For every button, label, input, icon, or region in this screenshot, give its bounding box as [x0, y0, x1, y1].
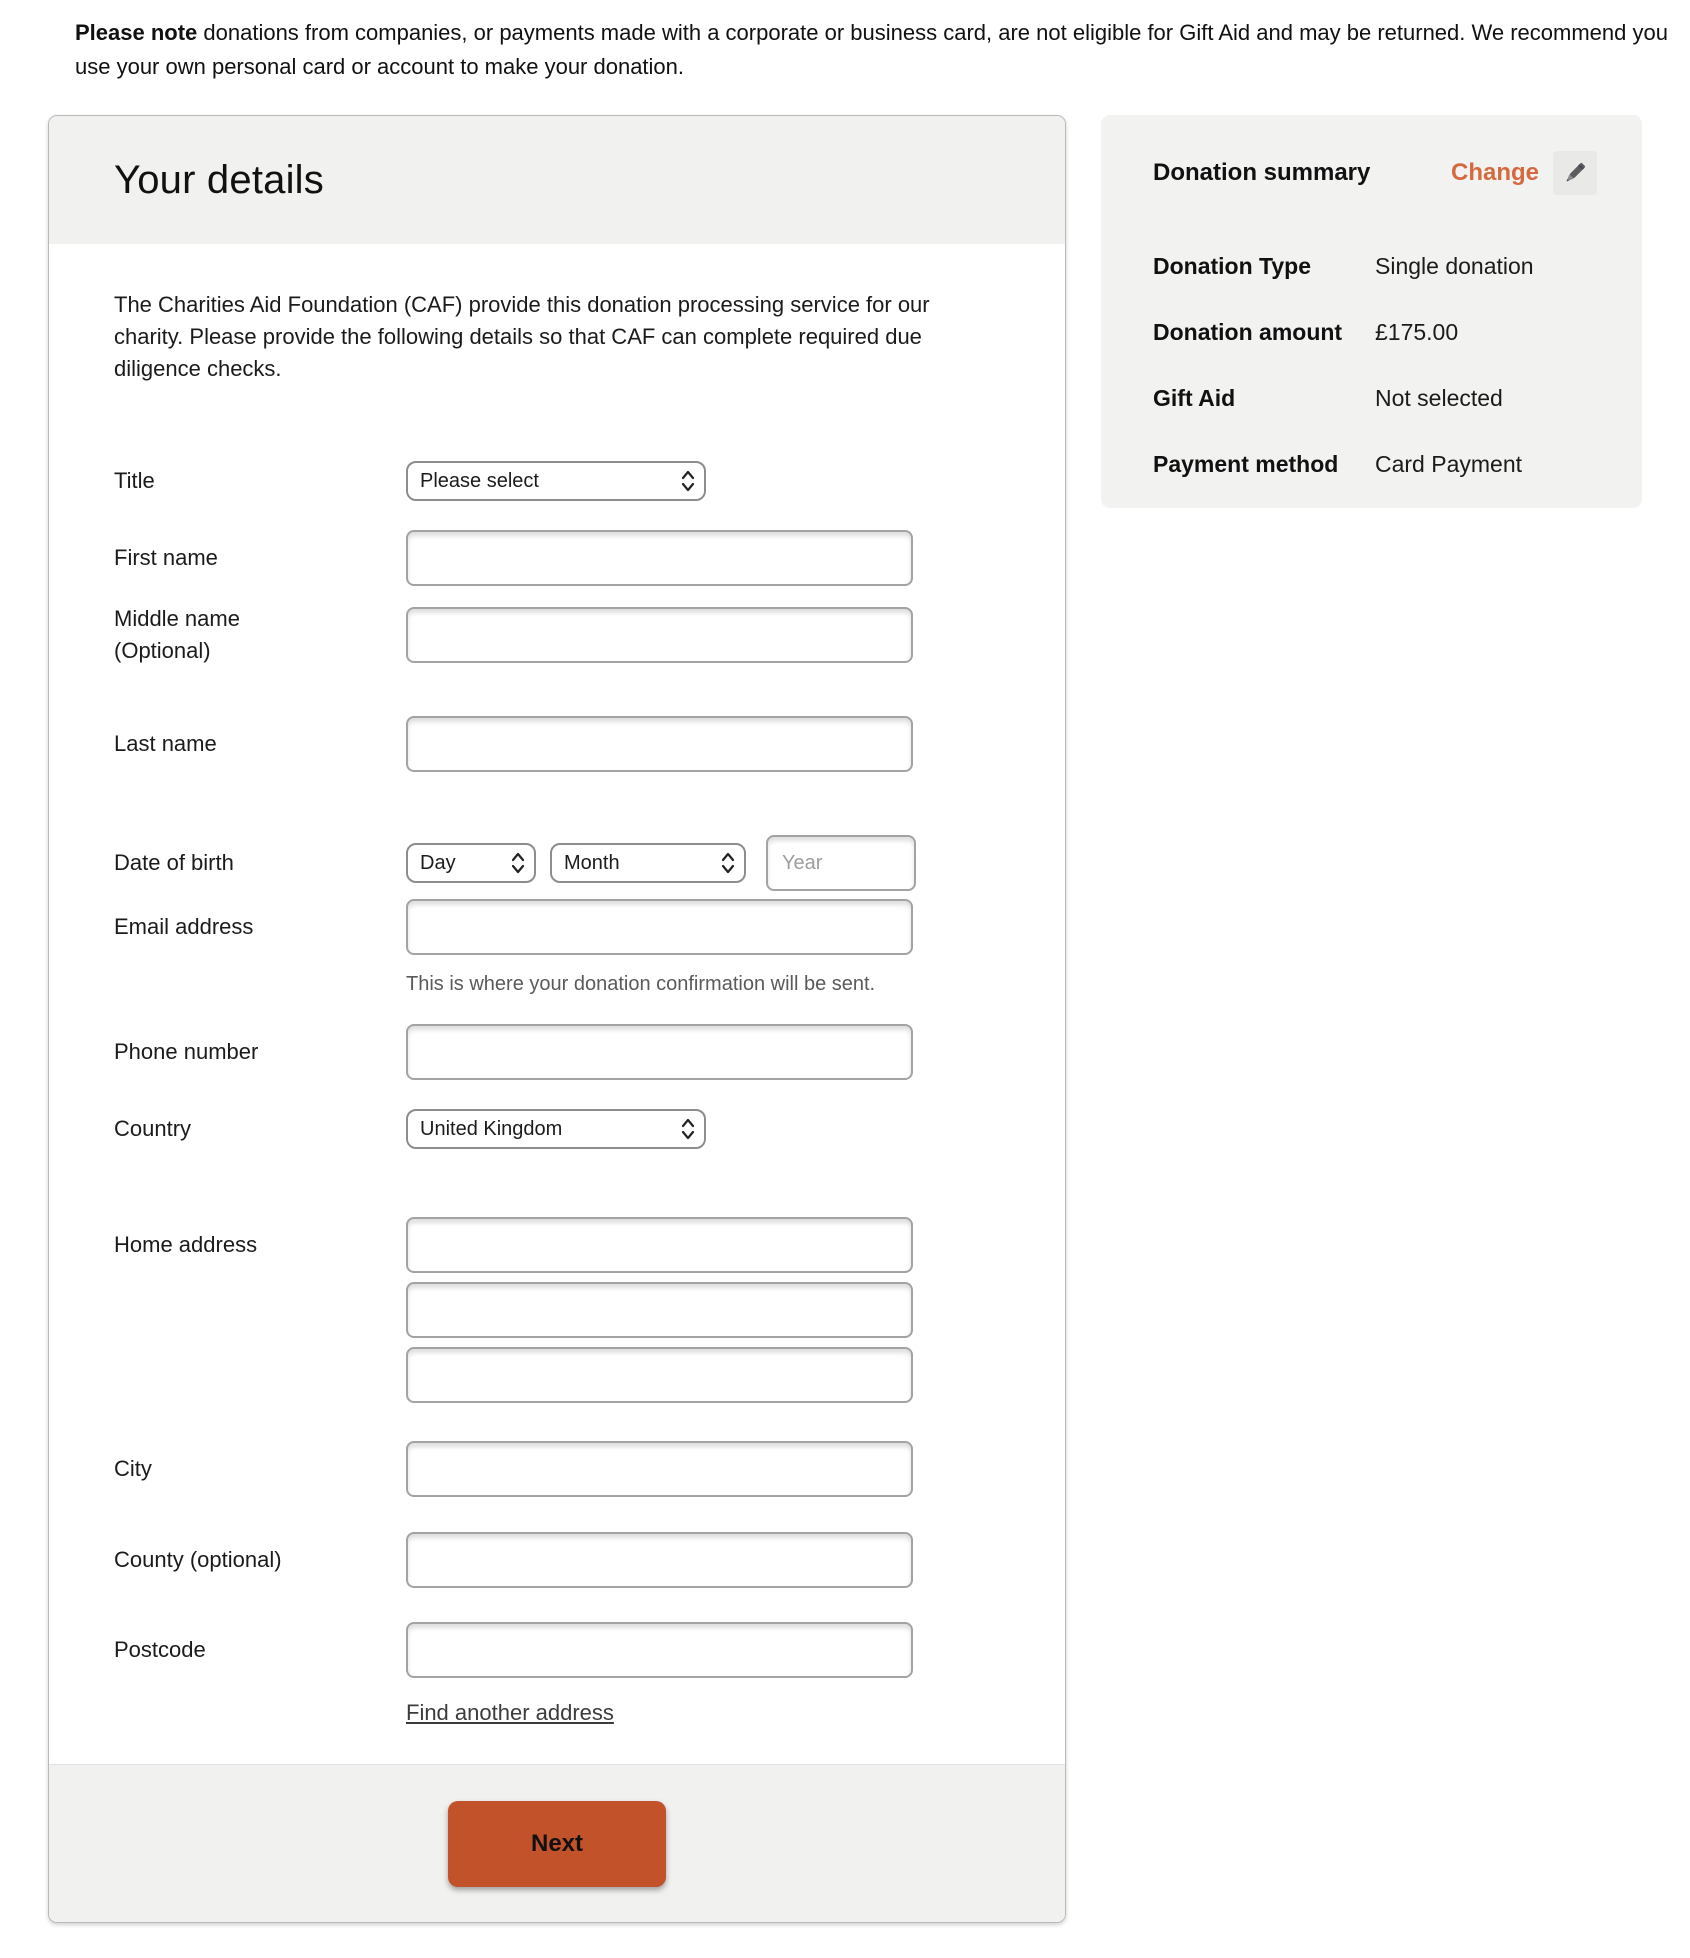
last-name-input[interactable]: [406, 716, 913, 772]
country-row: [114, 1109, 1017, 1149]
dob-year-input[interactable]: [766, 835, 916, 891]
city-row: [114, 1441, 1017, 1497]
title-row: [114, 461, 1017, 501]
email-row: [114, 899, 1017, 955]
title-label: Title: [114, 468, 155, 493]
change-link[interactable]: [1451, 151, 1597, 195]
address-line3-input[interactable]: [406, 1347, 913, 1403]
phone-label: Phone number: [114, 1039, 259, 1064]
donation-summary-title: Donation summary: [1153, 159, 1371, 186]
middle-name-row: [114, 603, 1017, 667]
notice-bold: Please note: [75, 20, 198, 45]
pencil-icon: [1553, 151, 1597, 195]
phone-row: [114, 1024, 1017, 1080]
middle-name-input[interactable]: [406, 607, 913, 663]
title-select[interactable]: [406, 461, 706, 501]
summary-row-donation-type: Donation Type Single donation: [1153, 253, 1534, 279]
dob-row: [114, 835, 1017, 891]
email-helper-text: This is where your donation confirmation will be sent.: [406, 973, 876, 995]
home-address-label: Home address: [114, 1232, 258, 1257]
summary-row-gift-aid: Gift Aid Not selected: [1153, 385, 1503, 411]
home-address-row: [114, 1217, 1017, 1403]
last-name-row: [114, 716, 1017, 772]
first-name-input[interactable]: [406, 530, 913, 586]
city-input[interactable]: [406, 1441, 913, 1497]
next-button[interactable]: Next: [448, 1801, 666, 1887]
middle-name-label: Middle name (Optional): [114, 606, 240, 663]
postcode-label: Postcode: [114, 1637, 206, 1662]
county-input[interactable]: [406, 1532, 913, 1588]
email-label: Email address: [114, 914, 254, 939]
card-header: [49, 116, 1065, 244]
country-label: Country: [114, 1116, 192, 1141]
donation-summary-panel: [1101, 115, 1642, 508]
notice-text: donations from companies, or payments made with a corporate or business card, are not eligible for Gift Aid and may be returned. We recommend you use your own personal card or account to make your donation.: [75, 20, 1668, 79]
dob-day-select[interactable]: [406, 843, 536, 883]
dob-month-select[interactable]: [550, 843, 746, 883]
address-line2-input[interactable]: [406, 1282, 913, 1338]
caf-intro-text: The Charities Aid Foundation (CAF) provide this donation processing service for our charity. Please provide the following details so that CAF can complete required due diligence checks.: [114, 292, 930, 381]
last-name-label: Last name: [114, 731, 217, 756]
first-name-row: [114, 530, 1017, 586]
county-label: County (optional): [114, 1547, 282, 1572]
country-select[interactable]: [406, 1109, 706, 1149]
find-another-address-link[interactable]: Find another address: [406, 1700, 614, 1725]
card-body: [49, 244, 1065, 1764]
county-row: [114, 1532, 1017, 1588]
address-line1-input[interactable]: [406, 1217, 913, 1273]
postcode-input[interactable]: [406, 1622, 913, 1678]
city-label: City: [114, 1456, 152, 1481]
email-input[interactable]: [406, 899, 913, 955]
page-title: Your details: [114, 157, 324, 202]
dob-label: Date of birth: [114, 850, 234, 875]
summary-row-payment-method: Payment method Card Payment: [1153, 451, 1523, 477]
phone-input[interactable]: [406, 1024, 913, 1080]
your-details-card: [48, 115, 1066, 1923]
first-name-label: First name: [114, 545, 218, 570]
summary-row-donation-amount: Donation amount £175.00: [1153, 319, 1459, 345]
card-footer: [49, 1764, 1065, 1922]
postcode-row: [114, 1622, 1017, 1678]
gift-aid-notice: [75, 16, 1675, 84]
change-label: Change: [1450, 159, 1539, 186]
